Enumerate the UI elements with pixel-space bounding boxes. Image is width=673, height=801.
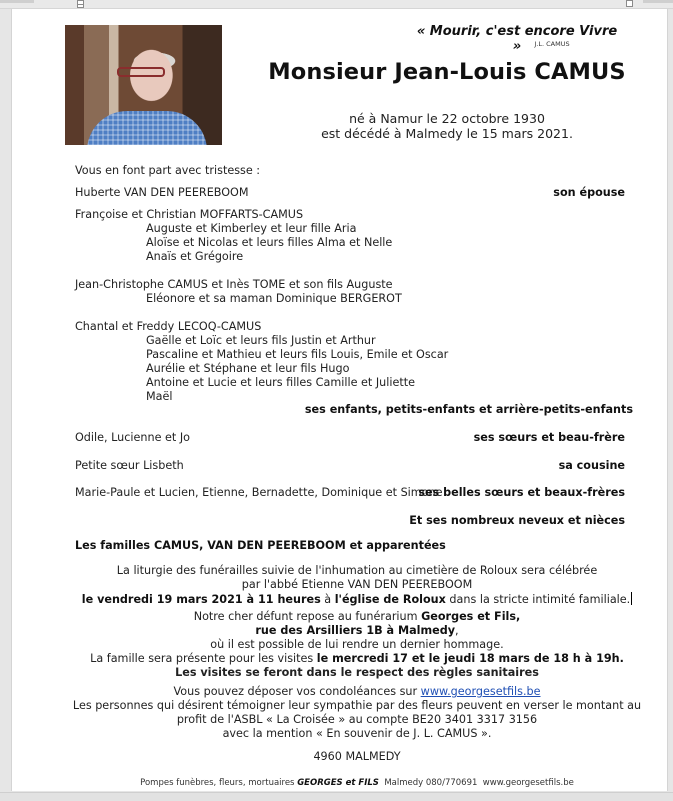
descendant: Aurélie et Stéphane et leur fils Hugo [146, 362, 350, 375]
death-line: est décédé à Malmedy le 15 mars 2021. [321, 126, 573, 141]
condolences-line-3: profit de l'ASBL « La Croisée » au compte BE20 3401 3317 3156 [176, 713, 538, 726]
funerarium-address: rue des Arsilliers 1B à Malmedy [255, 624, 456, 637]
ceremony-place: l'église de Roloux [334, 593, 446, 606]
right-indent-marker[interactable] [626, 0, 633, 7]
document-page[interactable] [11, 9, 668, 791]
descendant: Anaïs et Grégoire [146, 250, 244, 263]
descendant: Pascaline et Mathieu et leurs fils Louis, Emile et Oscar [146, 348, 449, 361]
families-line: Les familles CAMUS, VAN DEN PEEREBOOM et apparentées [75, 539, 446, 552]
visits-prefix: La famille sera présente pour les visites [90, 652, 317, 665]
ceremony-line-3 [72, 592, 642, 606]
epitaph-quote: « Mourir, c'est encore Vivre » [416, 24, 618, 54]
ceremony-line-2: par l'abbé Etienne VAN DEN PEEREBOOM [241, 578, 473, 591]
funerarium-line-3: où il est possible de lui rendre un dernier hommage. [210, 638, 504, 651]
funerarium-address-tail: , [455, 624, 459, 637]
ceremony-at: à [320, 593, 335, 606]
text-cursor [631, 592, 632, 605]
portrait-photo [65, 25, 222, 145]
descendant: Aloïse et Nicolas et leurs filles Alma et Nelle [146, 236, 393, 249]
birth-line: né à Namur le 22 octobre 1930 [349, 111, 545, 126]
ruler [0, 0, 673, 9]
funerarium-line-1 [72, 610, 642, 623]
spouse-name: Huberte VAN DEN PEEREBOOM [75, 186, 249, 199]
funerarium-name: Georges et Fils, [421, 610, 521, 623]
funerarium-line-2 [72, 624, 642, 637]
funerarium-line-4 [72, 652, 642, 665]
condolences-link[interactable]: www.georgesetfils.be [420, 685, 541, 698]
child-parent-2: Jean-Christophe CAMUS et Inès TOME et son fils Auguste [75, 278, 393, 291]
intro-text: Vous en font part avec tristesse : [75, 164, 261, 177]
funerarium-prefix: Notre cher défunt repose au funérarium [193, 610, 422, 623]
descendant: Maël [146, 390, 173, 403]
condolences-line-2: Les personnes qui désirent témoigner leur sympathie par des fleurs peuvent en verser le montant au [72, 699, 642, 712]
condolences-line-1 [72, 685, 642, 698]
photo-glasses [117, 67, 165, 77]
ceremony-line-1: La liturgie des funérailles suivie de l'inhumation au cimetière de Roloux sera célébrée [116, 564, 598, 577]
footer-prefix: Pompes funèbres, fleurs, mortuaires [140, 778, 298, 788]
funerarium-line-5: Les visites se feront dans le respect des règles sanitaires [175, 666, 539, 679]
deceased-name: Monsieur Jean-Louis CAMUS [268, 59, 626, 85]
child-parent-3: Chantal et Freddy LECOQ-CAMUS [75, 320, 262, 333]
in-laws-relation: ses belles sœurs et beaux-frères [418, 486, 625, 499]
spouse-relation: son épouse [553, 186, 625, 199]
life-dates [302, 111, 592, 141]
ceremony-date: le vendredi 19 mars 2021 à 11 heures [81, 593, 321, 606]
visits-dates: le mercredi 17 et le jeudi 18 mars de 18 h à 19h. [316, 652, 624, 665]
condolences-line-4: avec la mention « En souvenir de J. L. CAMUS ». [222, 727, 492, 740]
city-line: 4960 MALMEDY [313, 750, 401, 763]
epitaph-author: J.L. CAMUS [534, 40, 570, 48]
descendant: Eléonore et sa maman Dominique BERGEROT [146, 292, 402, 305]
nephews-line: Et ses nombreux neveux et nièces [409, 514, 625, 527]
left-indent-marker[interactable] [77, 0, 84, 8]
footer-contact: Malmedy 080/770691 www.georgesetfils.be [378, 778, 574, 788]
ceremony-tail: dans la stricte intimité familiale. [445, 593, 631, 606]
cousin-relation: sa cousine [558, 459, 625, 472]
cousin-name: Petite sœur Lisbeth [75, 459, 184, 472]
descendant: Gaëlle et Loïc et leurs fils Justin et Arthur [146, 334, 376, 347]
sisters-relation: ses sœurs et beau-frère [473, 431, 625, 444]
children-relation: ses enfants, petits-enfants et arrière-petits-enfants [304, 403, 633, 416]
footer [72, 778, 642, 788]
child-parent-1: Françoise et Christian MOFFARTS-CAMUS [75, 208, 304, 221]
sisters-names: Odile, Lucienne et Jo [75, 431, 190, 444]
descendant: Antoine et Lucie et leurs filles Camille et Juliette [146, 376, 415, 389]
condolences-prefix: Vous pouvez déposer vos condoléances sur [173, 685, 421, 698]
descendant: Auguste et Kimberley et leur fille Aria [146, 222, 357, 235]
ruler-right-margin [643, 0, 673, 3]
ruler-left-margin [0, 0, 34, 3]
photo-shirt [87, 111, 207, 145]
footer-company: GEORGES et FILS [297, 778, 379, 788]
in-laws-names: Marie-Paule et Lucien, Etienne, Bernadette, Dominique et Simone [75, 486, 443, 499]
